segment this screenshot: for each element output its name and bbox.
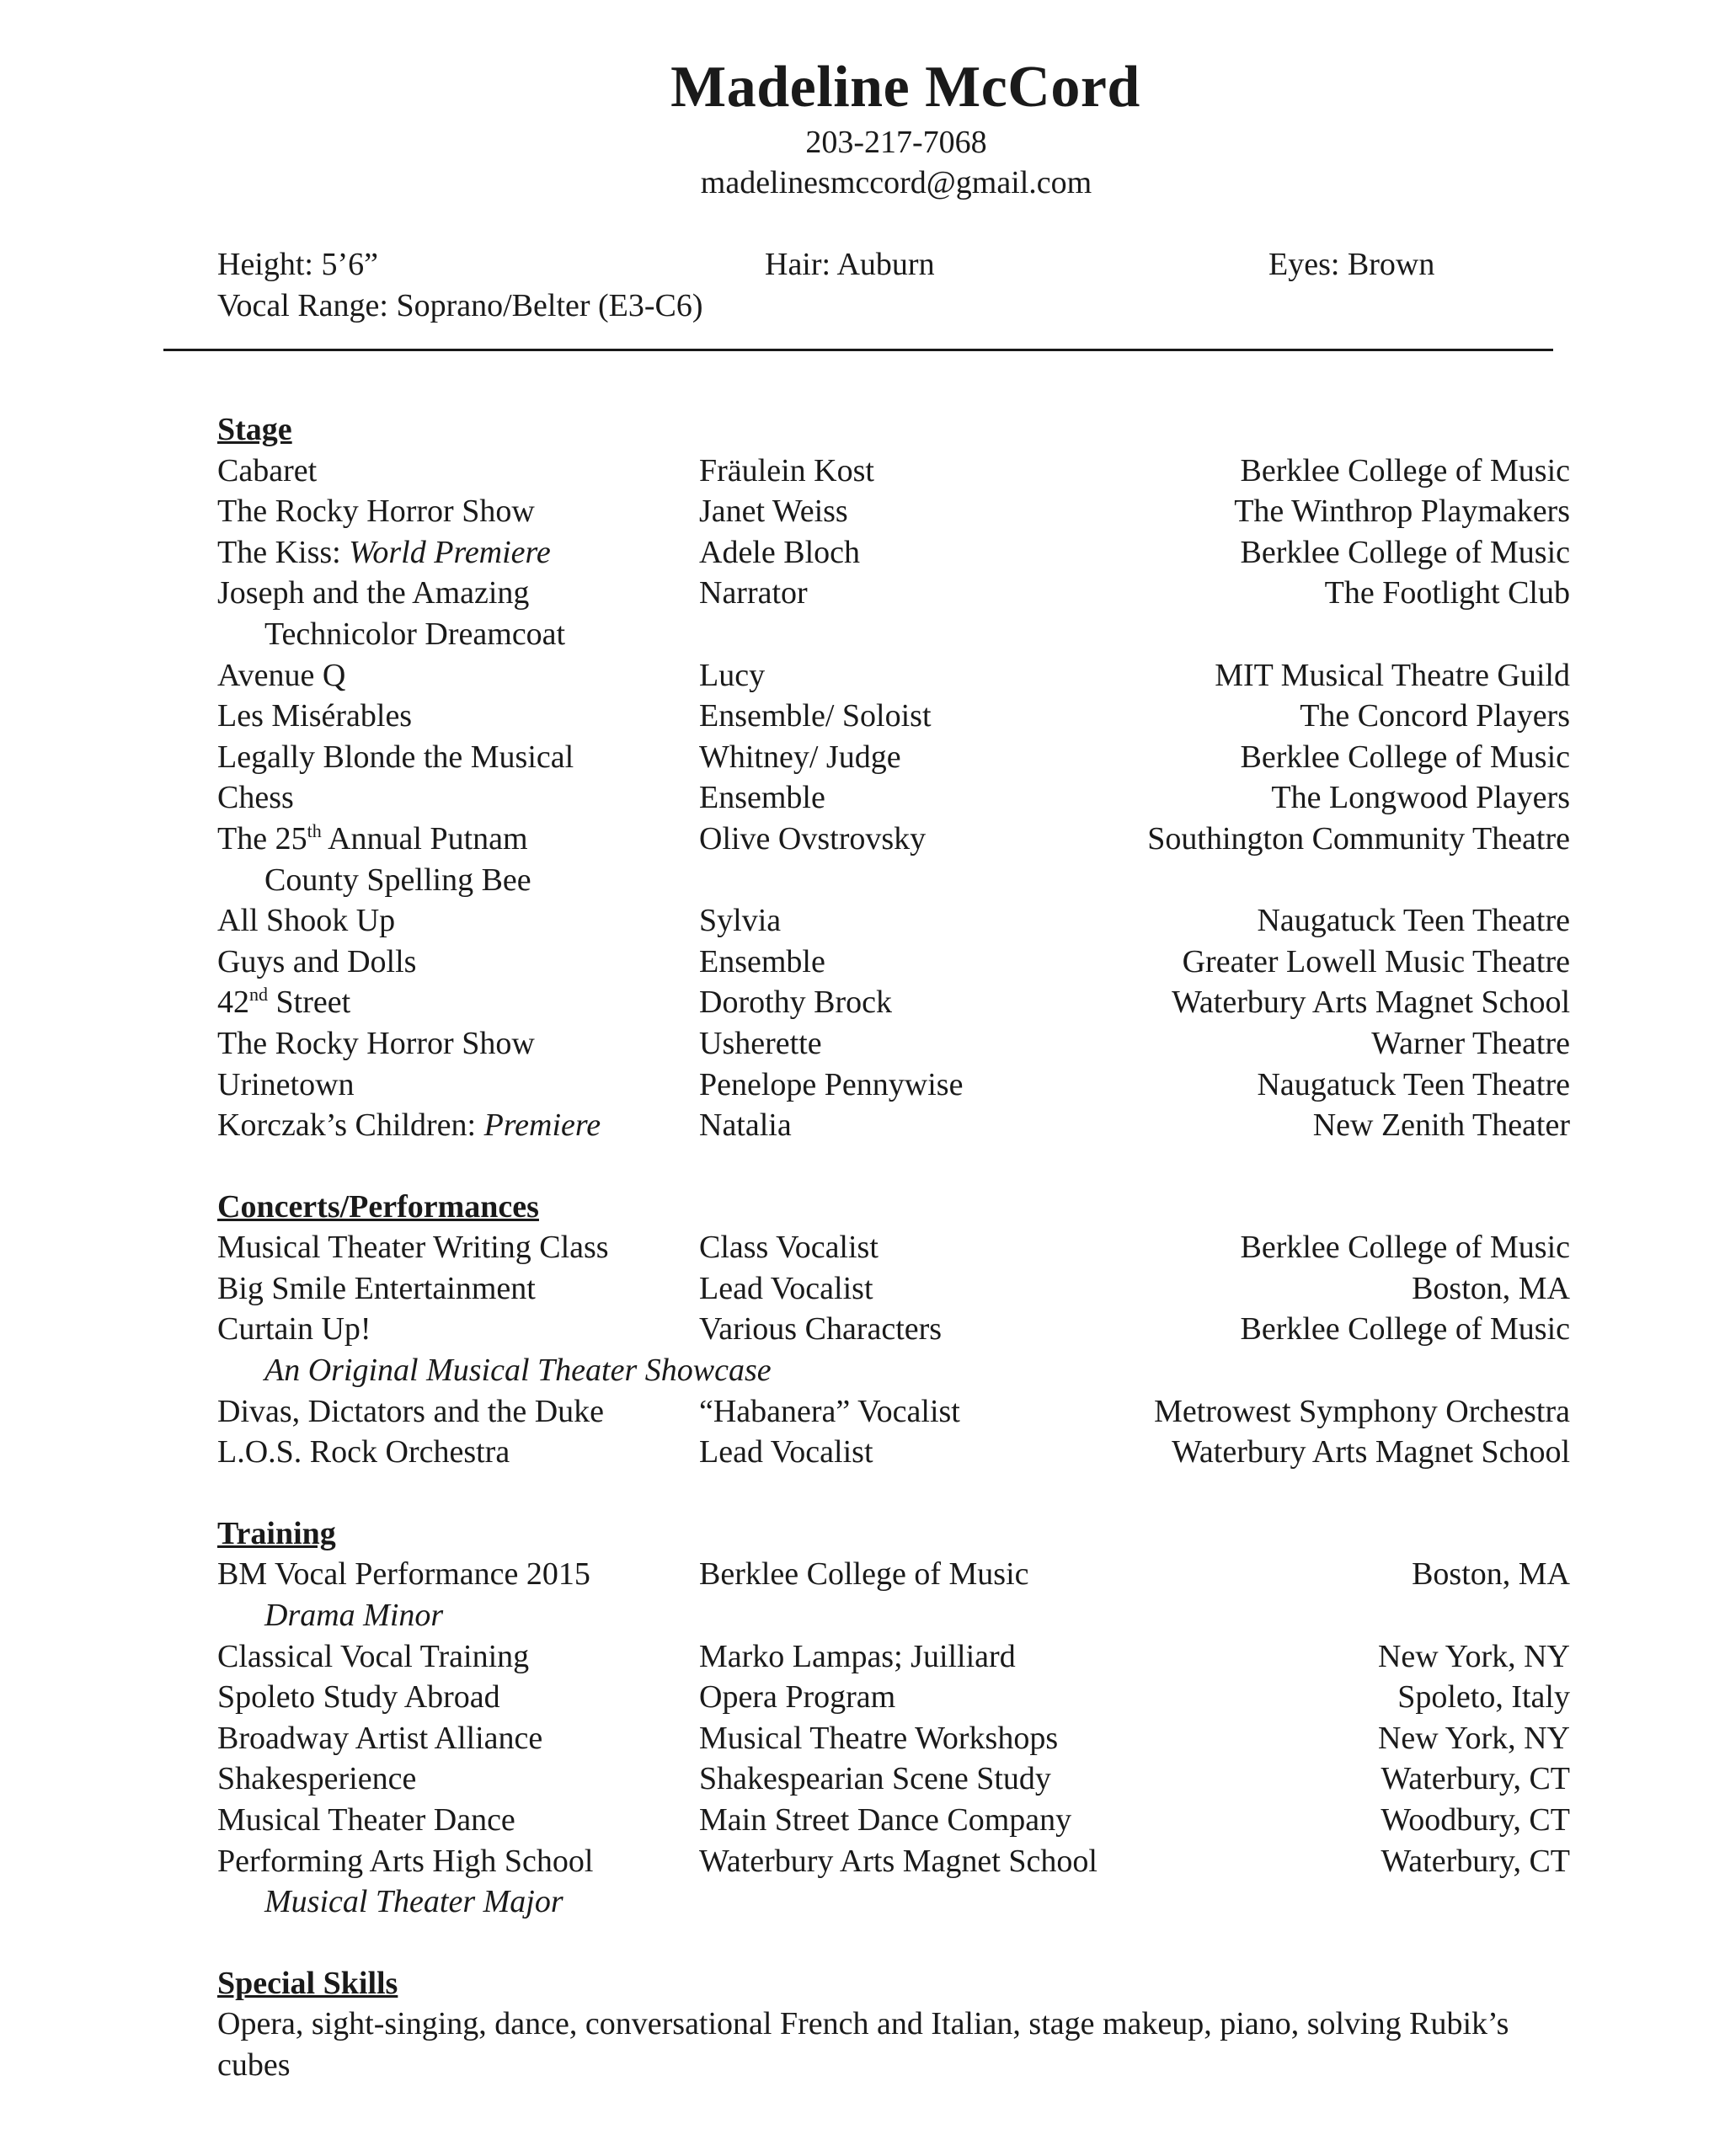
entry-title: [217, 1105, 601, 1146]
entry-venue: MIT Musical Theatre Guild: [1215, 657, 1570, 693]
table-row: [217, 860, 1565, 901]
table-row: [217, 1636, 1570, 1678]
entry-venue: Waterbury, CT: [1381, 1843, 1570, 1879]
entry-title-text: L.O.S. Rock Orchestra: [217, 1434, 510, 1470]
entry-role: Ensemble: [699, 943, 825, 979]
email-address: madelinesmccord@gmail.com: [700, 165, 1092, 200]
entry-title: [217, 737, 574, 778]
entry-title-text: The Kiss:: [217, 534, 350, 570]
phone-number: 203-217-7068: [805, 125, 987, 160]
entry-role: Lead Vocalist: [699, 1434, 873, 1470]
stats-row-1: [217, 244, 1565, 286]
entry-venue: New York, NY: [1377, 1720, 1570, 1756]
table-row: [217, 737, 1570, 778]
stats-row-2: [217, 286, 1565, 327]
table-row: [217, 1391, 1570, 1433]
entry-venue: New Zenith Theater: [1312, 1107, 1570, 1144]
entry-title: [217, 1432, 510, 1473]
table-row: [217, 491, 1570, 532]
concerts-section: [217, 1187, 1570, 1473]
stage-rows: [217, 451, 1570, 1146]
entry-title-text: Annual Putnam: [321, 820, 528, 857]
entry-title: [217, 1800, 515, 1841]
entry-role: Main Street Dance Company: [699, 1802, 1072, 1838]
eyes-stat: Eyes: Brown: [1268, 247, 1435, 282]
entry-venue: Berklee College of Music: [1240, 1311, 1570, 1348]
table-row: [217, 1841, 1570, 1882]
entry-role: Ensemble/ Soloist: [699, 698, 932, 734]
entry-role: Dorothy Brock: [699, 985, 893, 1021]
section-title: Training: [217, 1515, 336, 1551]
entry-role: “Habanera” Vocalist: [699, 1393, 960, 1429]
section-title: Stage: [217, 412, 292, 447]
table-row: [217, 1350, 1565, 1391]
entry-role: Ensemble: [699, 780, 825, 816]
table-row: [217, 573, 1570, 614]
table-row: [217, 900, 1570, 942]
ordinal-suffix: nd: [249, 984, 268, 1006]
entry-role: Whitney/ Judge: [699, 739, 901, 775]
entry-title: [217, 1758, 416, 1800]
entry-venue: Metrowest Symphony Orchestra: [1154, 1393, 1570, 1429]
entry-role: Musical Theatre Workshops: [699, 1720, 1059, 1756]
entry-title: [217, 1309, 371, 1350]
entry-title-text: Classical Vocal Training: [217, 1638, 530, 1674]
entry-title: [217, 1268, 536, 1310]
entry-title-text: Shakesperience: [217, 1761, 417, 1797]
entry-title-text: Urinetown: [217, 1066, 355, 1102]
entry-title-text: Joseph and the Amazing: [217, 575, 530, 611]
table-row: [217, 532, 1570, 574]
entry-role: Berklee College of Music: [699, 1556, 1029, 1593]
skills-section: [217, 1963, 1565, 2086]
entry-role: Shakespearian Scene Study: [699, 1761, 1051, 1797]
entry-note: An Original Musical Theater Showcase: [264, 1353, 772, 1389]
entry-title-text: The 25: [217, 820, 307, 857]
table-row: [217, 696, 1570, 737]
table-row: [217, 1758, 1570, 1800]
entry-title-text: The Rocky Horror Show: [217, 1025, 535, 1061]
vocal-range-stat: Vocal Range: Soprano/Belter (E3-C6): [217, 288, 703, 323]
table-row: [217, 1595, 1565, 1636]
entry-venue: Berklee College of Music: [1240, 1230, 1570, 1266]
entry-role: Janet Weiss: [699, 494, 848, 530]
entry-title: [217, 1391, 604, 1433]
entry-venue: Naugatuck Teen Theatre: [1257, 903, 1570, 939]
entry-title-text: Korczak’s Children:: [217, 1107, 484, 1144]
entry-venue: Berklee College of Music: [1240, 452, 1570, 488]
entry-continuation: Technicolor Dreamcoat: [264, 616, 566, 652]
candidate-name: Madeline McCord: [670, 55, 1140, 120]
entry-title-text: BM Vocal Performance 2015: [217, 1556, 590, 1593]
entry-title: [217, 491, 535, 532]
entry-venue: The Winthrop Playmakers: [1234, 494, 1570, 530]
skills-text: Opera, sight-singing, dance, conversational French and Italian, stage makeup, piano, solving Rubik’s cubes: [217, 2006, 1509, 2083]
entry-title: [217, 451, 317, 492]
entry-title: [217, 777, 294, 819]
entry-title-text: 42: [217, 985, 249, 1021]
entry-title-text: Street: [268, 985, 351, 1021]
entry-title-text: Musical Theater Dance: [217, 1802, 515, 1838]
table-row: [217, 942, 1570, 983]
entry-role: Usherette: [699, 1025, 822, 1061]
hair-stat: Hair: Auburn: [765, 247, 935, 282]
entry-title: [217, 1718, 542, 1759]
entry-role: Fräulein Kost: [699, 452, 874, 488]
entry-title-text: Divas, Dictators and the Duke: [217, 1393, 605, 1429]
entry-title: [217, 1636, 529, 1678]
entry-title-text: Avenue Q: [217, 657, 346, 693]
entry-title-text: The Rocky Horror Show: [217, 494, 535, 530]
entry-role: Lucy: [699, 657, 766, 693]
table-row: [217, 451, 1570, 492]
table-row: [217, 1023, 1570, 1065]
entry-title: [217, 1554, 590, 1595]
entry-role: Opera Program: [699, 1679, 896, 1716]
table-row: [217, 1800, 1570, 1841]
entry-title: [217, 900, 395, 942]
entry-venue: Waterbury, CT: [1381, 1761, 1570, 1797]
entry-title: [217, 655, 345, 696]
entry-venue: The Concord Players: [1300, 698, 1570, 734]
entry-continuation: County Spelling Bee: [264, 862, 531, 898]
table-row: [217, 1554, 1570, 1595]
entry-title: [217, 1227, 609, 1268]
table-row: [217, 655, 1570, 696]
entry-role: Adele Bloch: [699, 534, 861, 570]
entry-title: [217, 1677, 500, 1718]
entry-title-text: Performing Arts High School: [217, 1843, 594, 1879]
entry-title: [217, 696, 412, 737]
entry-venue: The Footlight Club: [1324, 575, 1570, 611]
entry-role: Narrator: [699, 575, 808, 611]
section-title: Concerts/Performances: [217, 1188, 539, 1225]
table-row: [217, 1718, 1570, 1759]
table-row: [217, 819, 1570, 860]
table-row: [217, 1677, 1570, 1718]
entry-title-text: Curtain Up!: [217, 1311, 371, 1348]
stage-section: [217, 409, 1570, 1146]
section-title: Special Skills: [217, 1965, 398, 2001]
table-row: [217, 1268, 1570, 1310]
entry-title: [217, 1065, 355, 1106]
entry-venue: Warner Theatre: [1371, 1025, 1570, 1061]
entry-role: Sylvia: [699, 903, 782, 939]
entry-venue: Boston, MA: [1412, 1270, 1570, 1306]
entry-venue: Waterbury Arts Magnet School: [1172, 1434, 1570, 1470]
entry-venue: New York, NY: [1377, 1638, 1570, 1674]
entry-role: Lead Vocalist: [699, 1270, 873, 1306]
entry-title-text: Spoleto Study Abroad: [217, 1679, 500, 1716]
entry-venue: Waterbury Arts Magnet School: [1172, 985, 1570, 1021]
entry-title: [217, 982, 350, 1023]
table-row: [217, 1065, 1570, 1106]
entry-note: Musical Theater Major: [264, 1884, 563, 1920]
entry-title: [217, 532, 551, 574]
height-stat: Height: 5’6”: [217, 247, 379, 282]
entry-venue: Southington Community Theatre: [1147, 820, 1570, 857]
training-rows: [217, 1554, 1570, 1922]
entry-venue: The Longwood Players: [1271, 780, 1570, 816]
table-row: [217, 1432, 1570, 1473]
concerts-rows: [217, 1227, 1570, 1473]
entry-title-text: Musical Theater Writing Class: [217, 1230, 609, 1266]
entry-title-text: Legally Blonde the Musical: [217, 739, 574, 775]
training-section: [217, 1513, 1570, 1923]
entry-title-note: World Premiere: [349, 534, 551, 570]
entry-venue: Boston, MA: [1412, 1556, 1570, 1593]
entry-role: Various Characters: [699, 1311, 943, 1348]
entry-venue: Berklee College of Music: [1240, 534, 1570, 570]
entry-venue: Greater Lowell Music Theatre: [1182, 943, 1570, 979]
entry-title-text: Cabaret: [217, 452, 318, 488]
table-row: [217, 1105, 1570, 1146]
entry-title: [217, 1023, 535, 1065]
table-row: [217, 777, 1570, 819]
entry-role: Class Vocalist: [699, 1230, 879, 1266]
table-row: [217, 614, 1565, 655]
entry-venue: Spoleto, Italy: [1397, 1679, 1570, 1716]
entry-title: [217, 573, 529, 614]
entry-title-text: Guys and Dolls: [217, 943, 417, 979]
ordinal-suffix: th: [307, 819, 322, 841]
entry-title: [217, 942, 416, 983]
entry-title: [217, 1841, 593, 1882]
table-row: [217, 1309, 1570, 1350]
entry-role: Waterbury Arts Magnet School: [699, 1843, 1097, 1879]
physical-stats: [217, 244, 1565, 327]
resume-content: [217, 409, 1570, 2127]
header-divider: [163, 349, 1553, 351]
table-row: [217, 982, 1570, 1023]
entry-title: [217, 819, 528, 860]
entry-venue: Naugatuck Teen Theatre: [1257, 1066, 1570, 1102]
table-row: [217, 1227, 1570, 1268]
entry-title-text: Big Smile Entertainment: [217, 1270, 536, 1306]
entry-title-text: Chess: [217, 780, 294, 816]
entry-note: Drama Minor: [264, 1598, 444, 1634]
table-row: [217, 1881, 1565, 1923]
entry-title-note: Premiere: [483, 1107, 601, 1144]
entry-role: Natalia: [699, 1107, 792, 1144]
entry-title-text: Broadway Artist Alliance: [217, 1720, 543, 1756]
entry-role: Penelope Pennywise: [699, 1066, 964, 1102]
entry-title-text: Les Misérables: [217, 698, 413, 734]
entry-role: Marko Lampas; Juilliard: [699, 1638, 1016, 1674]
entry-title-text: All Shook Up: [217, 903, 396, 939]
entry-venue: Woodbury, CT: [1381, 1802, 1570, 1838]
entry-venue: Berklee College of Music: [1240, 739, 1570, 775]
entry-role: Olive Ovstrovsky: [699, 820, 927, 857]
